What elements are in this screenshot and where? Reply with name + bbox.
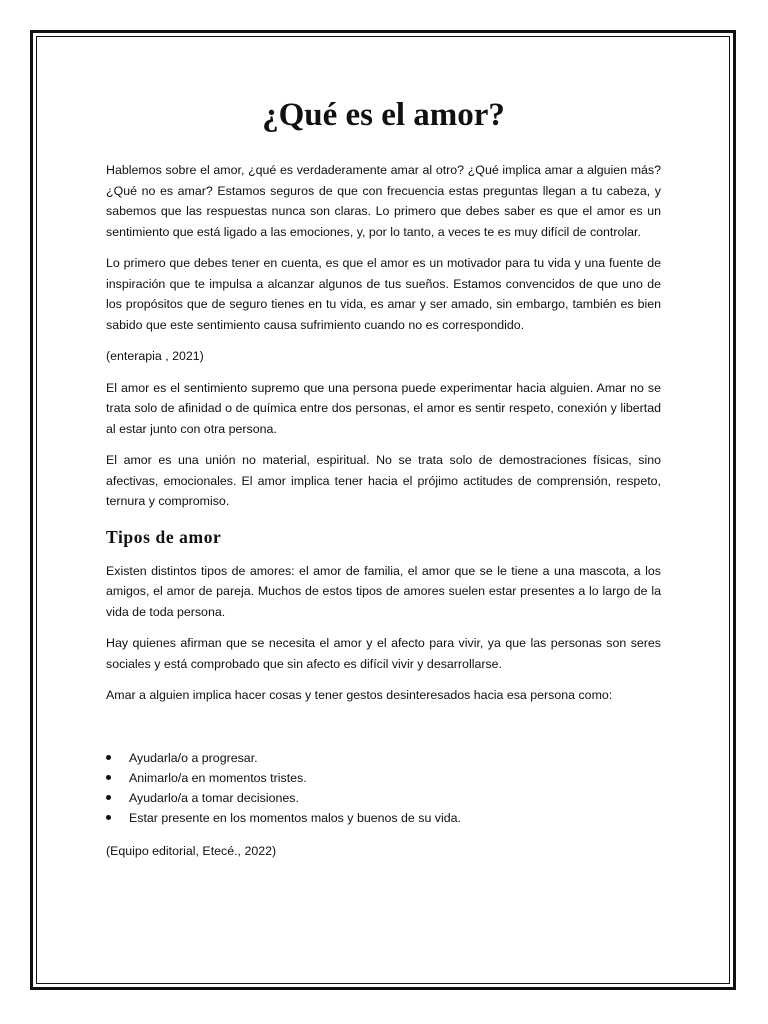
bullet-icon: [106, 775, 111, 780]
section-heading: Tipos de amor: [106, 526, 222, 547]
list-item: [106, 748, 661, 768]
bullet-list: [106, 748, 661, 829]
paragraph: Hay quienes afirman que se necesita el amor y el afecto para vivir, ya que las personas son seres sociales y está comprobado que sin afecto es difícil vivir y desarrollarse.: [106, 636, 661, 671]
paragraph: El amor es una unión no material, espiritual. No se trata solo de demostraciones físicas, sino afectivas, emocionales. El amor implica tener hacia el prójimo actitudes de comprensión, respeto, ternura y compromiso.: [106, 453, 661, 508]
paragraph: Hablemos sobre el amor, ¿qué es verdaderamente amar al otro? ¿Qué implica amar a alguien más? ¿Qué no es amar? Estamos seguros de que con frecuencia estas preguntas llegan a tu cabeza, y sabemos que las respuestas nunca son claras. Lo primero que debes saber es que el amor es un sentimiento que está ligado a las emociones, y, por lo tanto, a veces te es muy difícil de controlar.: [106, 163, 661, 239]
paragraph: El amor es el sentimiento supremo que una persona puede experimentar hacia alguien. Amar no se trata solo de afinidad o de química entre dos personas, el amor es sentir respeto, conexión y libertad al estar junto con otra persona.: [106, 380, 661, 436]
citation: (Equipo editorial, Etecé., 2022): [106, 843, 277, 858]
paragraph: Lo primero que debes tener en cuenta, es que el amor es un motivador para tu vida y una fuente de inspiración que te impulsa a alcanzar algunos de tus sueños. Estamos convencidos de que uno de los propósitos que de seguro tienes en tu vida, es amar y ser amado, sin embargo, también es bien sabido que este sentimiento causa sufrimiento cuando no es correspondido.: [106, 256, 661, 332]
list-item-text: Estar presente en los momentos malos y buenos de su vida.: [129, 811, 461, 826]
list-intro: Amar a alguien implica hacer cosas y tener gestos desinteresados hacia esa persona como:: [106, 688, 613, 702]
bullet-icon: [106, 815, 111, 820]
paragraph: Existen distintos tipos de amores: el amor de familia, el amor que se le tiene a una mascota, a los amigos, el amor de pareja. Muchos de estos tipos de amores suelen estar presentes a lo largo de la vida de toda persona.: [106, 563, 661, 619]
document-title: ¿Qué es el amor?: [262, 97, 505, 133]
list-item-text: Animarlo/a en momentos tristes.: [129, 770, 307, 785]
citation: (enterapia , 2021): [106, 349, 204, 363]
list-item: [106, 788, 661, 808]
list-item-text: Ayudarla/o a progresar.: [129, 750, 258, 765]
list-item-text: Ayudarlo/a a tomar decisiones.: [129, 791, 299, 806]
list-item: [106, 768, 661, 788]
list-item: [106, 808, 661, 828]
bullet-icon: [106, 755, 111, 760]
bullet-icon: [106, 795, 111, 800]
document-body: [106, 90, 661, 872]
